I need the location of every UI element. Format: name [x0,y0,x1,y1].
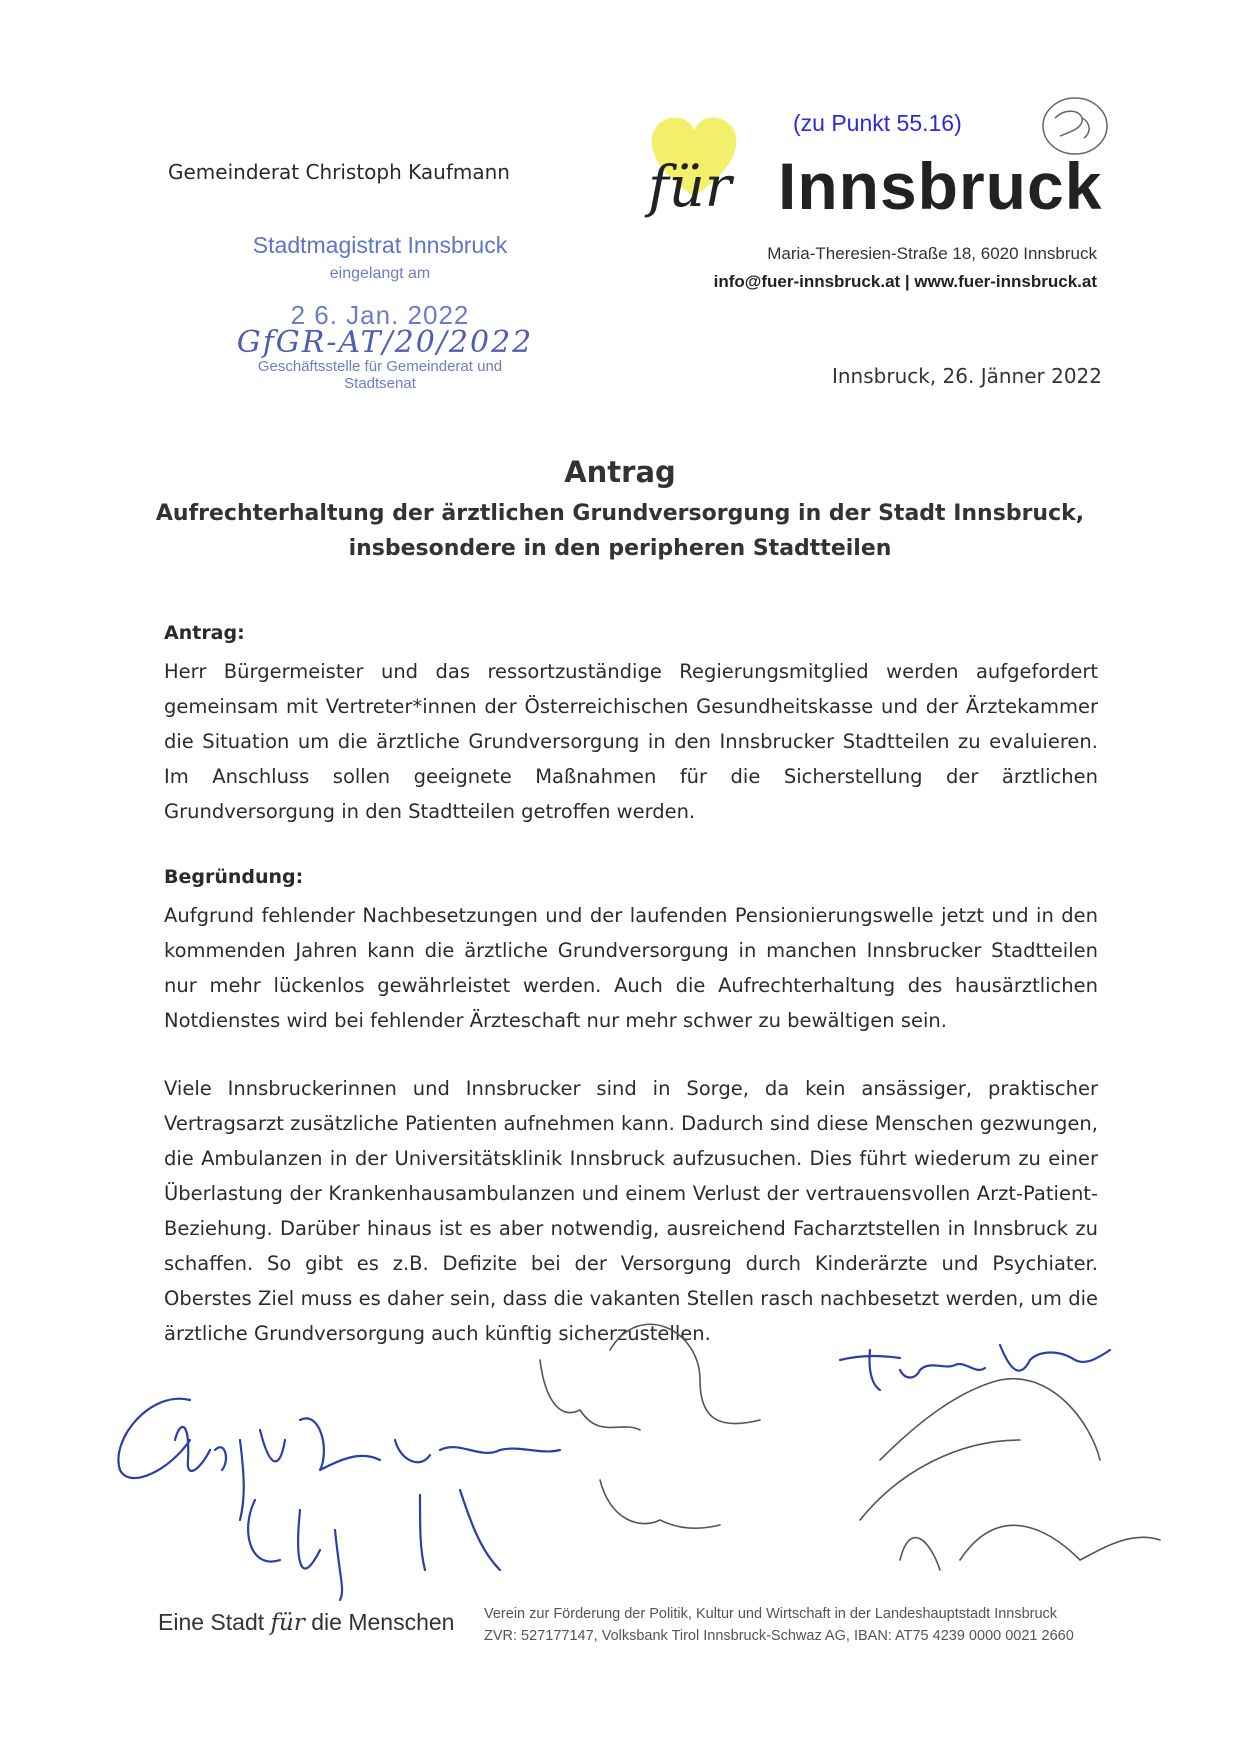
subtitle-line-1: Aufrechterhaltung der ärztlichen Grundversorgung in der Stadt Innsbruck, [155,501,1085,526]
tagline-em: für [270,1610,305,1636]
signature-gray-2 [860,1379,1160,1570]
footer-association: Verein zur Förderung der Politik, Kultur und Wirtschaft in der Landeshauptstadt Innsbruck [484,1606,1058,1622]
stamp-date: 2 6. Jan. 2022 [290,300,470,330]
contact-line: info@fuer-innsbruck.at | www.fuer-innsbruck.at [713,272,1097,291]
agenda-note: (zu Punkt 55.16) [793,110,962,136]
stamp-received-label: eingelangt am [329,265,431,282]
stamp-office: Geschäftsstelle für Gemeinderat und Stadtsenat [257,358,503,392]
section-antrag-heading: Antrag: [164,622,245,644]
sender-name: Gemeinderat Christoph Kaufmann [168,160,510,184]
document-title: Antrag [564,455,676,489]
signature-gray-1 [540,1324,760,1528]
footer-tagline [158,1609,454,1636]
footer-bank-details: ZVR: 527177147, Volksbank Tirol Innsbruck-Schwaz AG, IBAN: AT75 4239 0000 0021 2660 [484,1628,1074,1644]
section-begruendung-text-1: Aufgrund fehlender Nachbesetzungen und der laufenden Pensionierungswelle jetzt und in den kommenden Jahren kann die ärztliche Grundversorgung in manchen Innsbrucker Stadtteilen nur mehr lückenlos gewährleistet werden. Auch die Aufrechterhaltung des hausärztlichen Notdienstes wird bei fehlender Ärzteschaft nur mehr schwer zu bewältigen sein. [164,904,1098,1032]
tagline-pre: Eine Stadt [158,1609,271,1635]
signature-kaufmann [118,1399,560,1600]
stamp-organization: Stadtmagistrat Innsbruck [252,232,508,258]
section-begruendung-text-2: Viele Innsbruckerinnen und Innsbrucker sind in Sorge, da kein ansässiger, praktischer Vertragsarzt zusätzliche Patienten aufnehmen kann. Dadurch sind diese Menschen gezwungen, die Ambulanzen in der Universitätsklinik Innsbruck aufzusuchen. Dies führt wiederum zu einer Überlastung der Krankenhausambulanzen und einem Verlust der vertrauensvollen Arzt-Patient-Beziehung. Darüber hinaus ist es aber notwendig, ausreichend Facharztstellen in Innsbruck zu schaffen. So gibt es z.B. Defizite bei der Versorgung durch Kinderärzte und Psychiater. Oberstes Ziel muss es daher sein, dass die vakanten Stellen rasch nachbesetzt werden, um die ärztliche Grundversorgung auch künftig sicherzustellen. [164,1077,1098,1345]
subtitle-line-2: insbesondere in den peripheren Stadtteilen [348,536,892,561]
document-date: Innsbruck, 26. Jänner 2022 [831,364,1102,388]
logo-innsbruck: Innsbruck [778,149,1103,223]
section-begruendung-heading: Begründung: [164,866,304,888]
section-antrag-text: Herr Bürgermeister und das ressortzuständige Regierungsmitglied werden aufgefordert gemeinsam mit Vertreter*innen der Österreichischen Gesundheitskasse und der Ärztekammer die Situation um die ärztliche Grundversorgung in den Innsbrucker Stadtteilen zu evaluieren. Im Anschluss sollen geeignete Maßnahmen für die Sicherstellung der ärztlichen Grundversorgung in den Stadtteilen getroffen werden. [164,660,1098,823]
tagline-post: die Menschen [304,1609,455,1635]
signature-riegler [840,1345,1110,1390]
stamp-reference: GfGR-AT/20/2022 [236,325,534,360]
address: Maria-Theresien-Straße 18, 6020 Innsbruck [767,244,1097,263]
logo-fuer: für [648,155,732,220]
